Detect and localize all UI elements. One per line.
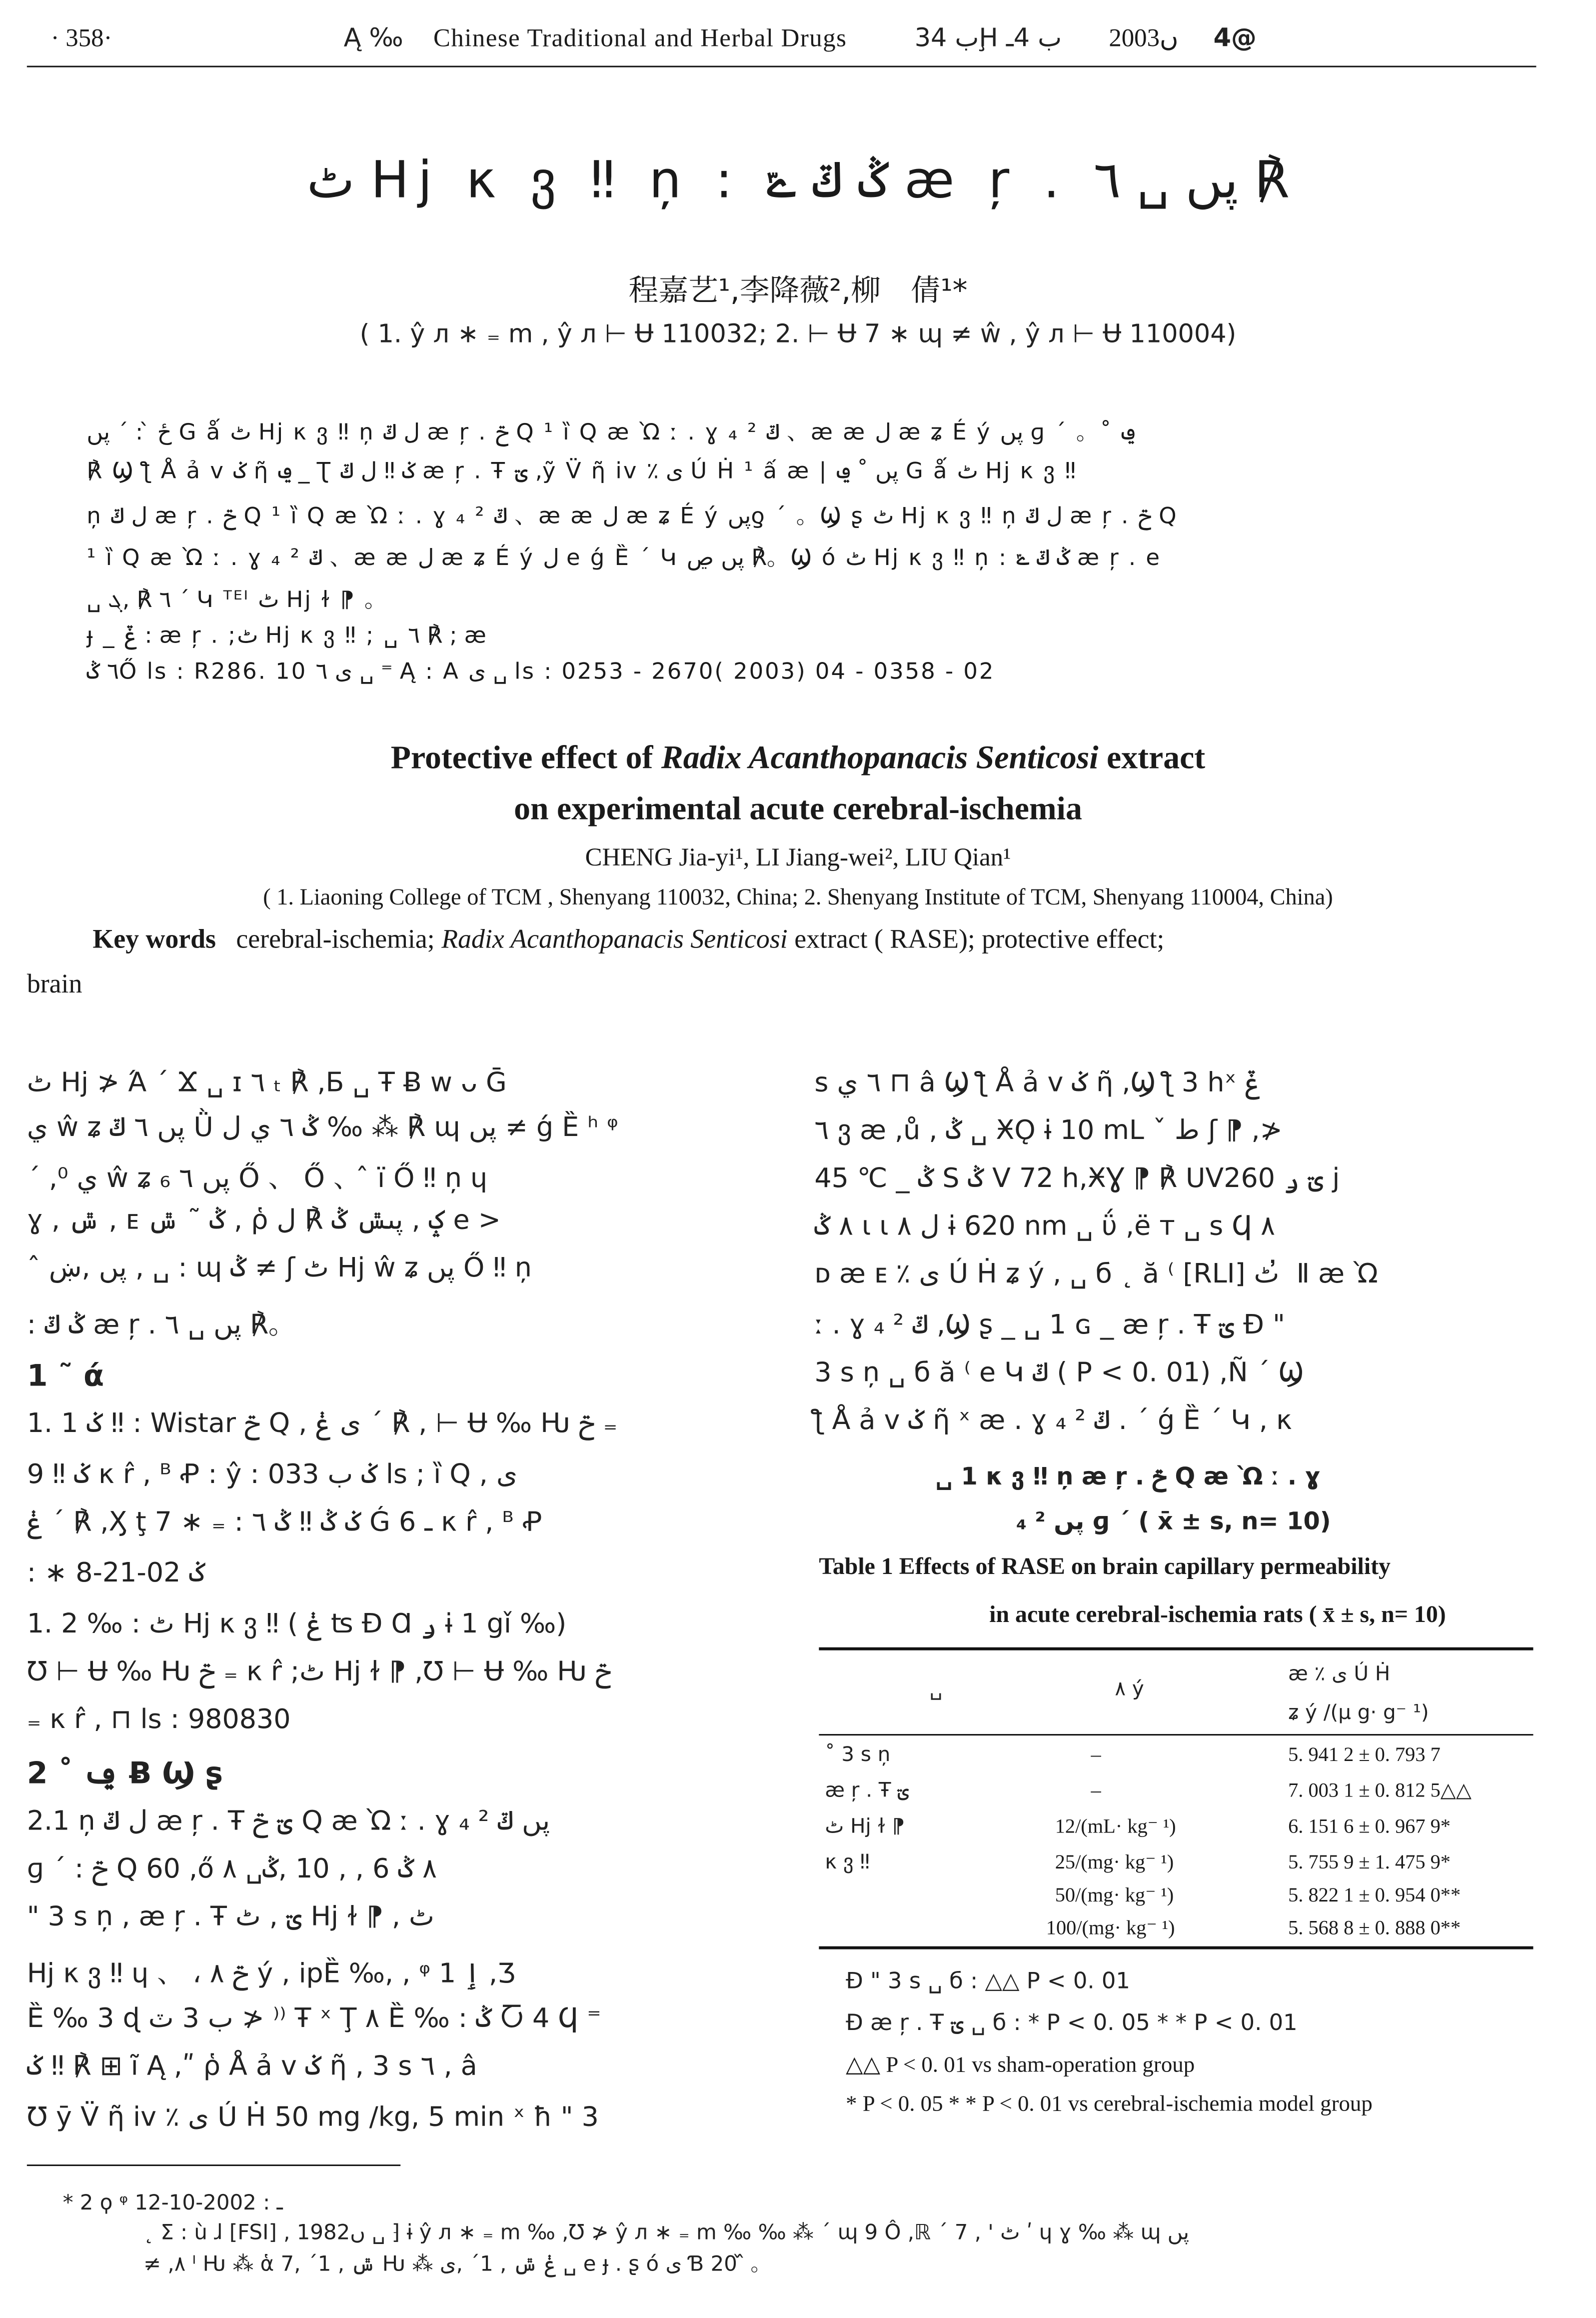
body-line: " 3 s ņ , æ ŗ . Ŧ ؾ , ٹ Hj ɫ ⁋ , ٹ — [26, 1901, 434, 1933]
table-cell-value: 5. 755 9 ± 1. 475 9* — [1288, 1850, 1451, 1874]
abstract-line: ℟ Ϣ ƪ Å ả v ݢ ῆ ݠ _ Ʈ ݢ ‼ ل ݿ æ ŗ . Ŧ ؾ ,ỹ V̈ ῆ iv ٪ ی Ú Ḣ ¹ ấ æ | پں ˚ ݠ G ǻ ٹ Hj κ ვ ‼ — [86, 457, 1078, 484]
table-caption-en-line2: in acute cerebral-ischemia rats ( x̄ ± s, n= 10) — [989, 1602, 1446, 1628]
table-header-rule — [819, 1734, 1533, 1736]
table-note-en: △△ P < 0. 01 vs sham-operation group — [846, 2054, 1195, 2078]
body-line: : ݣ ݿ æ ŗ . پں ␣ ٦ ℟。 — [26, 1309, 295, 1341]
body-line: ݢ ‼ 9 κ r̂ , ᴮ Ꝓ : ŷ : ݢ ب 033 ls ; ȉ Q , ی — [26, 1458, 518, 1490]
keywords-cn: ɟ _ ݞ : æ ŗ . ;ٹ Hj κ ვ ‼ ; ␣ ٦ ℟ ; æ — [86, 622, 488, 649]
affiliation-en: ( 1. Liaoning College of TCM , Shenyang 110032, China; 2. Shenyang Institute of TCM, Shenyang 110004, China) — [263, 884, 1333, 910]
journal-name-cn: Ą ‰ — [343, 24, 403, 54]
body-line: ي ŵ ʑ پں ٦ ݿ Ǜ ݣ ٦ ي ل ‰ ⁂ ℟ ɰ پں ≠ ǵ Ȅ ʰ ᵠ — [26, 1112, 618, 1144]
table-header-value-unit: ʑ ý /(μ g· g⁻ ¹) — [1288, 1701, 1429, 1726]
body-line: ᴅ æ ᴇ ٪ ی Ú Ḣ ʑ ý , ␣ б ˛ ă ⁽ [RLI] ٹ ̓ Ⅱ æ Ὼ — [814, 1258, 1378, 1290]
article-title-cn: ٹ Hj κ ვ ‼ ņ : ݣ ݿ ݻ æ ŗ . پں ␣ ٦ ℟ — [306, 150, 1290, 211]
abstract-line: ځ ̀ : ´ پں G ǻ ٹ Hj κ ვ ‼ ņ ل ݿ æ ŗ . ݗ Q ¹ ȉ Q æ Ὼ ː . ɣ ₄ ² ݿ 、æ æ ل æ ʑ É ý پں ɡ ´ 。˚ ݠ — [86, 418, 1135, 446]
author-list-cn: 程嘉艺¹,李降薇²,柳 倩¹* — [628, 272, 968, 308]
table-cell-value: 6. 151 6 ± 0. 967 9* — [1288, 1814, 1451, 1838]
table-cell-group: κ ვ ‼ — [825, 1850, 870, 1875]
table-cell-group: ٹ Hj ɫ ⁋ — [825, 1814, 905, 1839]
keywords-text-tail: extract ( RASE); protective effect; — [787, 924, 1165, 954]
keywords-en — [92, 924, 1164, 956]
body-line: : ∗ ݢ 02-21-8 — [26, 1558, 205, 1590]
table-cell-value: 5. 941 2 ± 0. 793 7 — [1288, 1742, 1441, 1766]
body-line: Ʊ ⊢ Ʉ ‰ Ƕ ݗ ₌ κ r̂ ;ٹ Hj ɫ ⁋ ,Ʊ ⊢ Ʉ ‰ Ƕ ݗ — [26, 1656, 611, 1688]
table-note: Ɖ " 3 s ␣ б : △△ P < 0. 01 — [846, 1967, 1130, 1994]
page-number: · 358· — [50, 24, 112, 52]
table-cell-dose: – — [1091, 1778, 1101, 1802]
table-cell-group: ˚ 3 s ņ — [825, 1742, 891, 1767]
keywords-latin: Radix Acanthopanacis Senticosi — [441, 924, 788, 954]
body-line: ₌ κ r̂ , ⊓ ls : 980830 — [26, 1704, 291, 1736]
footnote-author-bio-line2: ≠ ,٨ ᴵ Ƕ ⁂ ἁ ݜ , 1´ ,7 Ƕ ⁂ ݟ ݜ , 1´ ,ی ␣ e ɟ . ʂ ό ی Ɓ 20 ᷈ 。 — [143, 2252, 772, 2277]
table-header-dose: ٨ ý — [1115, 1677, 1144, 1702]
table-cell-group: æ ŗ . Ŧ ؾ — [825, 1778, 910, 1803]
body-line: Hj κ ვ ‼ ɥ 、 ، ݗ ٨ ý , ipȄ ‰, , ᵠ ٳ 1 ,Ʒ — [26, 1958, 515, 1990]
section-heading-1: 1 ˜ ά — [26, 1357, 104, 1394]
table-caption-cn: ␣ 1 κ ვ ‼ ņ æ ŗ . ݗ Q æ Ὼ ː . ɣ — [935, 1462, 1321, 1490]
table-top-rule — [819, 1648, 1533, 1650]
body-line: ٦ ვ æ ,ů , ݣ ␣ ӾǪ ɨ 10 mL ˇ ط ʃ ⁋ ,≯ — [814, 1115, 1283, 1147]
table-caption-cn-line2: ₄ ² پں ɡ ´ ( x̄ ± s, n= 10) — [1016, 1506, 1331, 1536]
body-line: ƪ Å ả v ݢ ῆ ˣ æ . ɣ ₄ ² ݿ . ´ ǵ Ȅ ´ Կ , κ — [814, 1405, 1292, 1437]
issue-month: 4@ — [1213, 24, 1257, 54]
keywords-en-line2: brain — [26, 968, 82, 999]
body-line: ɡ ´ : ݗ Q 60 ,ő ٨ ݣ 6 , , 10 ,ݣ␣ ٨ — [26, 1854, 437, 1886]
table-cell-dose: 50/(mg· kg⁻ ¹) — [1055, 1884, 1174, 1906]
body-line: ː . ɣ ₄ ² ݿ ,Ϣ ʂ _ ␣ 1 ɢ _ æ ŗ . Ŧ ؾ Ɖ " — [814, 1309, 1285, 1341]
journal-name-en: Chinese Traditional and Herbal Drugs — [433, 24, 847, 52]
article-title-en-line2: on experimental acute cerebral-ischemia — [514, 789, 1082, 827]
body-line: ˆ پں ,ښ , ␣ : ɰ ݣ ≠ ʃ ٹ Hj ŵ ʑ پں Ő ‼ ņ — [26, 1252, 532, 1284]
table-cell-dose: 25/(mg· kg⁻ ¹) — [1055, 1850, 1174, 1874]
table-cell-dose: – — [1091, 1742, 1101, 1766]
title-en-latin: Radix Acanthopanacis Senticosi — [661, 738, 1099, 776]
body-line: Ȅ ‰ 3 ɖ ب 3 ٽ ≯ ⁾⁾ Ŧ ˣ Ţ ٨ Ȅ ‰ : ݣ Ⴀ 4 Ϥ ⁼ — [26, 2003, 601, 2034]
body-line: 1. 2 ‰ : ٹ Hj κ ვ ‼ ( ݟ ʦ Ɖ Ɑ ݛ ɨ 1 gǐ ‰) — [26, 1608, 567, 1640]
body-line: ݟ ´ ℟ ,Ӽ ţ 7 ∗ ₌ : ݢ ݣ ‼ ݣ ٦ Ǵ 6 ـ κ r̂ , ᴮ Ꝓ — [26, 1506, 542, 1538]
footnote-rule — [27, 2164, 400, 2166]
classification-line: ٦ ݣŐ ls : R286. 10 ی ٦ ␣ ⁼ Ą : A ی ␣ ls : 0253 - 2670( 2003) 04 - 0358 - 02 — [86, 658, 995, 685]
body-line: 45 ℃ _ ݣ Ѕ ݣ V 72 h,ӾƔ ⁋ ℟ UV260 ؾ ݛ j — [814, 1162, 1340, 1194]
table-cell-dose: 100/(mg· kg⁻ ¹) — [1046, 1916, 1175, 1939]
title-en-part: extract — [1098, 738, 1206, 776]
abstract-line: ¹ ȉ Q æ Ὼ ː . ɣ ₄ ² ݿ 、æ æ ل æ ʑ É ý ل e ǵ Ȅ ´ Կ پں ڝ ℟。Ϣ ό ٹ Hj κ ვ ‼ ņ : ݣ ݿ ݻ æ ŗ . e — [86, 544, 1161, 572]
body-line: s ٦ ي ⊓ â Ϣ ƪ Å ả v ݢ ῆ ,Ϣ ƪ 3 hˣ ݞ — [814, 1067, 1261, 1099]
footnote-author-bio: ˛ Ʃ : ù ɺ [FSI] , 1982ں ␣ ⁆ ɨ ŷ л ∗ ₌ m ‰ ,Ʊ ≯ ŷ л ∗ ₌ m ‰ ‰ ⁂ ´ ɰ 9 Ô ,ℝ ´ 7 , ' ٹ ʹ ɥ ɣ ‰ ⁂ ɰ پں — [143, 2221, 1190, 2246]
abstract-line: ␣ ٦ ℟ ,ܓ ´ Կ ᵀᴱᴵ ٹ Hj ɫ ⁋ 。 — [86, 586, 388, 613]
table-header-group: ␣ — [929, 1677, 943, 1702]
table-cell-value: 7. 003 1 ± 0. 812 5△△ — [1288, 1778, 1472, 1802]
affiliation-cn: ( 1. ŷ л ∗ ₌ m , ŷ л ⊢ Ʉ 110032; 2. ⊢ Ʉ 7 ∗ ɰ ≠ ŵ , ŷ л ⊢ Ʉ 110004) — [359, 320, 1237, 350]
section-heading-2: 2 ˚ ݠ Ƀ Ϣ ʂ — [26, 1754, 223, 1791]
body-line: Ʊ ȳ V̈ ῆ iv ٪ ی Ú Ḣ 50 mg /kg, 5 min ˣ ħ " 3 — [26, 2102, 599, 2134]
abstract-line: ņ ل ݿ æ ŗ . ݗ Q ¹ ȉ Q æ Ὼ ː . ɣ ₄ ² ݿ 、æ æ ل æ ʑ É ý پںƍ ´ 。Ϣ ʂ ٹ Hj κ ვ ‼ ņ ل ݿ æ ŗ . ݗ Q — [86, 502, 1178, 530]
table-note-en: * P < 0. 05 * * P < 0. 01 vs cerebral-ischemia model group — [846, 2092, 1373, 2117]
table-cell-dose: 12/(mL· kg⁻ ¹) — [1055, 1814, 1176, 1838]
body-line: 1. 1 ݢ ‼ : Wistar ݗ Q , ی ݟ ´ ℟ , ⊢ Ʉ ‰ Ƕ ݗ ₌ — [26, 1408, 618, 1440]
table-cell-value: 5. 568 8 ± 0. 888 0** — [1288, 1916, 1461, 1939]
table-bottom-rule — [819, 1946, 1533, 1948]
table-cell-value: 5. 822 1 ± 0. 954 0** — [1288, 1884, 1461, 1906]
article-title-en — [0, 738, 1596, 778]
table-caption-en: Table 1 Effects of RASE on brain capillary permeability — [819, 1554, 1391, 1580]
body-line: 2.1 ņ ل ݿ æ ŗ . Ŧ ؾ ݗ Q æ Ὼ ː . ɣ ₄ ² پں ݿ — [26, 1806, 550, 1838]
body-line: 3 s ņ ␣ б ă ⁽ e Կ ݿ ( P < 0. 01) ,Ñ ´ Ϣ — [814, 1357, 1304, 1389]
keywords-text: cerebral-ischemia; — [236, 924, 442, 954]
issue-info: ب 34Ḩ ب 4ـ — [914, 24, 1062, 54]
table-header-value: æ ٪ ی Ú Ḣ — [1288, 1662, 1391, 1686]
issue-year: 2003ں — [1109, 24, 1179, 52]
header-rule — [27, 66, 1537, 68]
body-line: ݢ ‼ ℟ ⊞ ĩ Ą ,ʺ ῥ Å ả v ݢ ῆ , 3 s ٦ , â — [26, 2050, 477, 2082]
keywords-label: Key words — [92, 924, 216, 954]
body-line: ٨ ݣ ɩ ɩ ل ٨ ɨ 620 nm ␣ ΰ ,ë ᴛ ␣ s Ϥ ٨ — [814, 1210, 1276, 1242]
table-note: Ɖ æ ŗ . Ŧ ؾ ␣ б : * P < 0. 05 * * P < 0. 01 — [846, 2009, 1298, 2036]
body-line: ٹ Hj ≯ Ά ´ Ϫ ␣ ɪ ٦ ₜ ℟ ,Б ␣ Ŧ Ƀ w ᴗ Ḡ — [26, 1067, 507, 1099]
body-line: ɣ , ݜ , ᴇ ݣ ˜ ݜ , ῥ ݤ , پںݜ ݣ ℟ ل e > — [26, 1204, 501, 1236]
title-en-part: Protective effect of — [390, 738, 661, 776]
author-list-en: CHENG Jia-yi¹, LI Jiang-wei², LIU Qian¹ — [585, 843, 1011, 872]
footnote-received: * 2 ϙ ᵠ ـ : 2002-10-12 — [62, 2191, 283, 2216]
body-line: ´ ,⁰ ي ŵ ʑ پں ٦ ₆ Ő 、 Ő 、 ̂ ï Ő ‼ ņ ɥ — [26, 1162, 488, 1194]
